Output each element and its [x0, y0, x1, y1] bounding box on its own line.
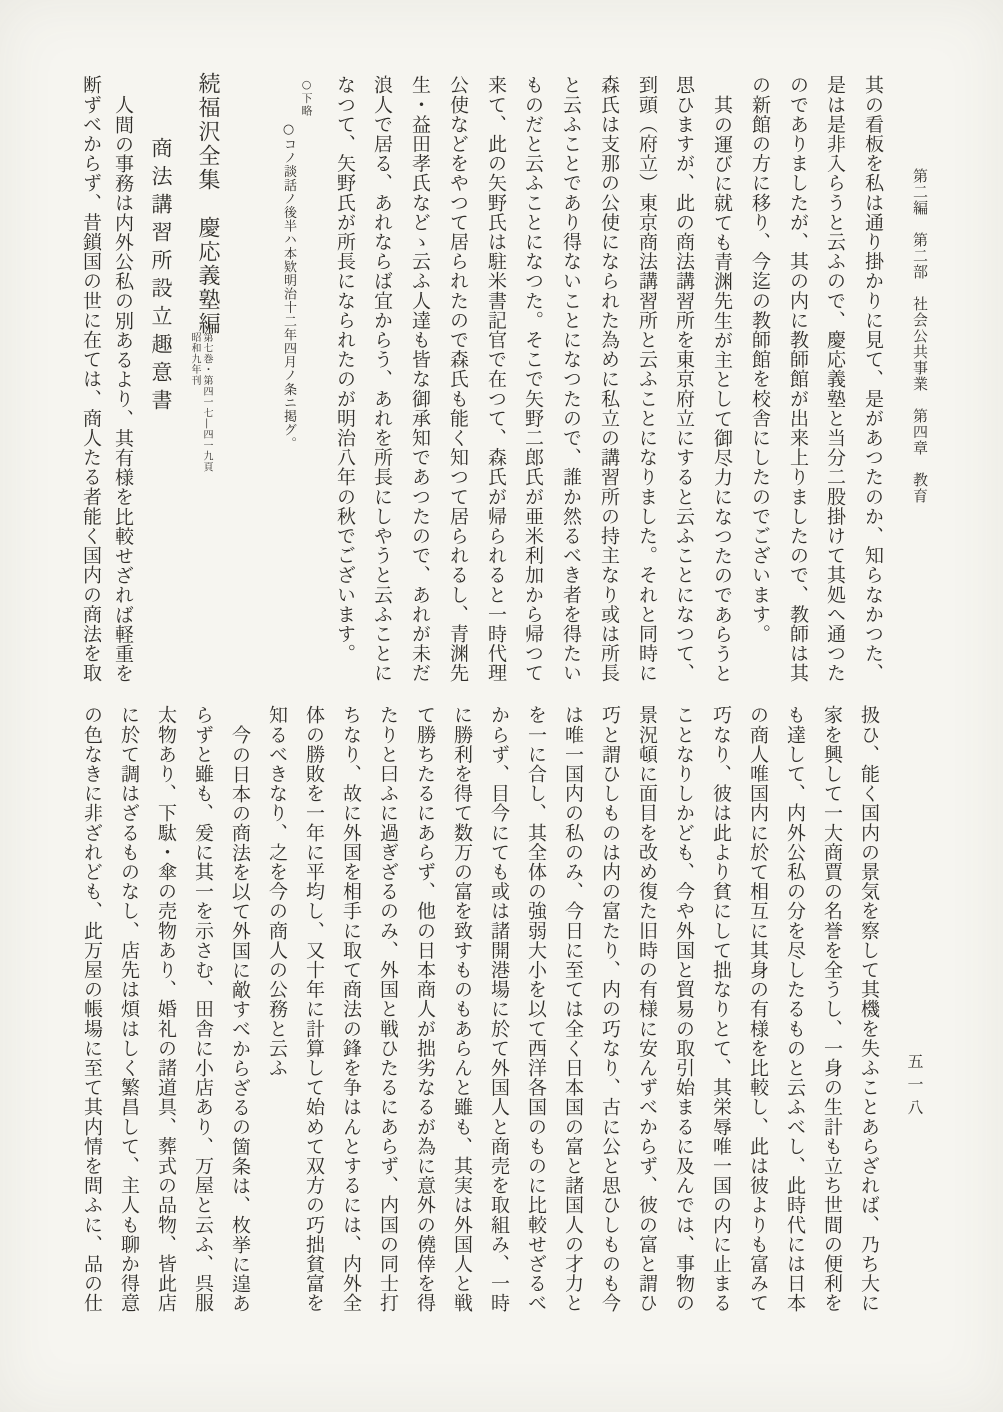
text-column: のでありましたが、其の内に教師館が出来上りましたので、教師は其	[787, 75, 809, 683]
text-column: 浪人で居る、あれならば宜からう、あれを所長にしやうと云ふことに	[371, 75, 393, 683]
text-column: は唯一国内の私のみ、今日に至ては全く日本国の富と諸国人の才力と	[562, 705, 584, 1313]
text-column: 思ひますが、此の商法講習所を東京府立にすると云ふことになつて、	[673, 75, 695, 683]
text-column: 景況頓に面目を改め復た旧時の有様に安んずべからず、彼の富と謂ひ	[636, 705, 658, 1313]
section-title: 商法講習所設立趣意書	[149, 137, 173, 417]
text-column: 来て、此の矢野氏は駐米書記官で在つて、森氏が帰られると一時代理	[485, 75, 507, 683]
text-column: に勝利を得て数万の富を致すものもあらんと雖も、其実は外国人と戦	[451, 705, 473, 1313]
text-column: 今の日本の商法を以て外国に敵すべからざるの箇条は、枚挙に遑あ	[229, 725, 251, 1313]
text-column: 巧なり、彼は此より貧にして拙なりとて、其栄辱唯一国の内に止まる	[710, 705, 732, 1313]
text-column: らずと雖も、爰に其一を示さむ、田舎に小店あり、万屋と云ふ、呉服	[192, 705, 214, 1313]
text-column: の商人唯国内に於て相互に其身の有様を比較し、此は彼よりも富みて	[747, 705, 769, 1313]
text-column: と云ふことであり得ないことになつたので、誰か然るべき者を得たい	[560, 75, 582, 683]
volume-note-line: 昭和九年刊	[189, 332, 200, 386]
text-column: の新館の方に移り、今迄の教師館を校舎にしたのでございます。	[749, 75, 771, 644]
text-column: からず、目今にても或は諸開港場に於て外国人と商売を取組み、一時	[488, 705, 510, 1313]
text-column: 太物あり、下駄・傘の売物あり、婚礼の諸道具、葬式の品物、皆此店	[155, 705, 177, 1313]
text-column: 森氏は支那の公使になられた為めに私立の講習所の持主なり或は所長	[598, 75, 620, 683]
text-column: 体の勝敗を一年に平均し、又十年に計算して始めて双方の巧拙貧富を	[303, 705, 325, 1313]
volume-note	[188, 332, 212, 472]
text-column: に於て調はざるものなし、店先は煩はしく繁昌して、主人も聊か得意	[118, 705, 140, 1313]
running-head: 第二編 第二部 社会公共事業 第四章 教育	[911, 168, 929, 504]
text-column: を一に合し、其全体の強弱大小を以て西洋各国のものに比較せざるべ	[525, 705, 547, 1313]
text-column: ちなり、故に外国を相手に取て商法の鋒を争はんとするには、内外全	[340, 705, 362, 1313]
text-column: 是は是非入らうと云ふので、慶応義塾と当分二股掛けて其処へ通つた	[824, 75, 846, 683]
page-number: 五一八	[905, 1053, 924, 1122]
text-column: の色なきに非ざれども、此万屋の帳場に至て其内情を問ふに、品の仕	[81, 705, 103, 1313]
text-column: 知るべきなり、之を今の商人の公務と云ふ	[266, 705, 288, 1078]
text-column: たりと曰ふに過ぎざるのみ、外国と戦ひたるにあらず、内国の同士打	[377, 705, 399, 1313]
editor-note: ○コノ談話ノ後半ハ本欵明治十二年四月ノ条ニ掲グ。	[281, 122, 296, 451]
book-title: 続福沢全集 慶応義塾編	[195, 72, 220, 336]
text-column: 其の看板を私は通り掛かりに見て、是があつたのか、知らなかつた、	[862, 75, 884, 683]
text-column: 扱ひ、能く国内の景気を察して其機を失ふことあらざれば、乃ち大に	[858, 705, 880, 1313]
text-column: 生・益田孝氏などゝ云ふ人達も皆な御承知であつたので、あれが未だ	[409, 75, 431, 683]
text-column: ことなりしかども、今や外国と貿易の取引始まるに及んでは、事物の	[673, 705, 695, 1313]
text-column: ものだと云ふことになつた。そこで矢野二郎氏が亜米利加から帰つて	[522, 75, 544, 683]
text-column: 人間の事務は内外公私の別あるより、其有様を比較せざれば軽重を	[112, 95, 134, 683]
omission-gloss: ○下略	[300, 78, 313, 118]
text-column: 巧と謂ひしものは内の富たり、内の巧なり、古に公と思ひしものも今	[599, 705, 621, 1313]
text-column: 公使などをやつて居られたので森氏も能く知つて居られるし、青渊先	[447, 75, 469, 683]
text-column: 家を興して一大商賈の名誉を全うし、一身の生計も立ち世間の便利を	[821, 705, 843, 1313]
volume-note-line: 第七巻・第四一七―四一九頁	[201, 332, 212, 473]
text-column: 断ずべからず、昔鎖国の世に在ては、商人たる者能く国内の商法を取	[80, 75, 102, 683]
text-column: 其の運びに就ても青渊先生が主として御尽力になつたのであらうと	[711, 95, 733, 683]
text-column: 到頭（府立）東京商法講習所と云ふことになりました。それと同時に	[636, 75, 658, 683]
text-column: も達して、内外公私の分を尽したるものと云ふべし、此時代には日本	[784, 705, 806, 1313]
text-column: て勝ちたるにあらず、他の日本商人が拙劣なるが為に意外の僥倖を得	[414, 705, 436, 1313]
text-column: なつて、矢野氏が所長になられたのが明治八年の秋でございます。	[334, 75, 356, 663]
